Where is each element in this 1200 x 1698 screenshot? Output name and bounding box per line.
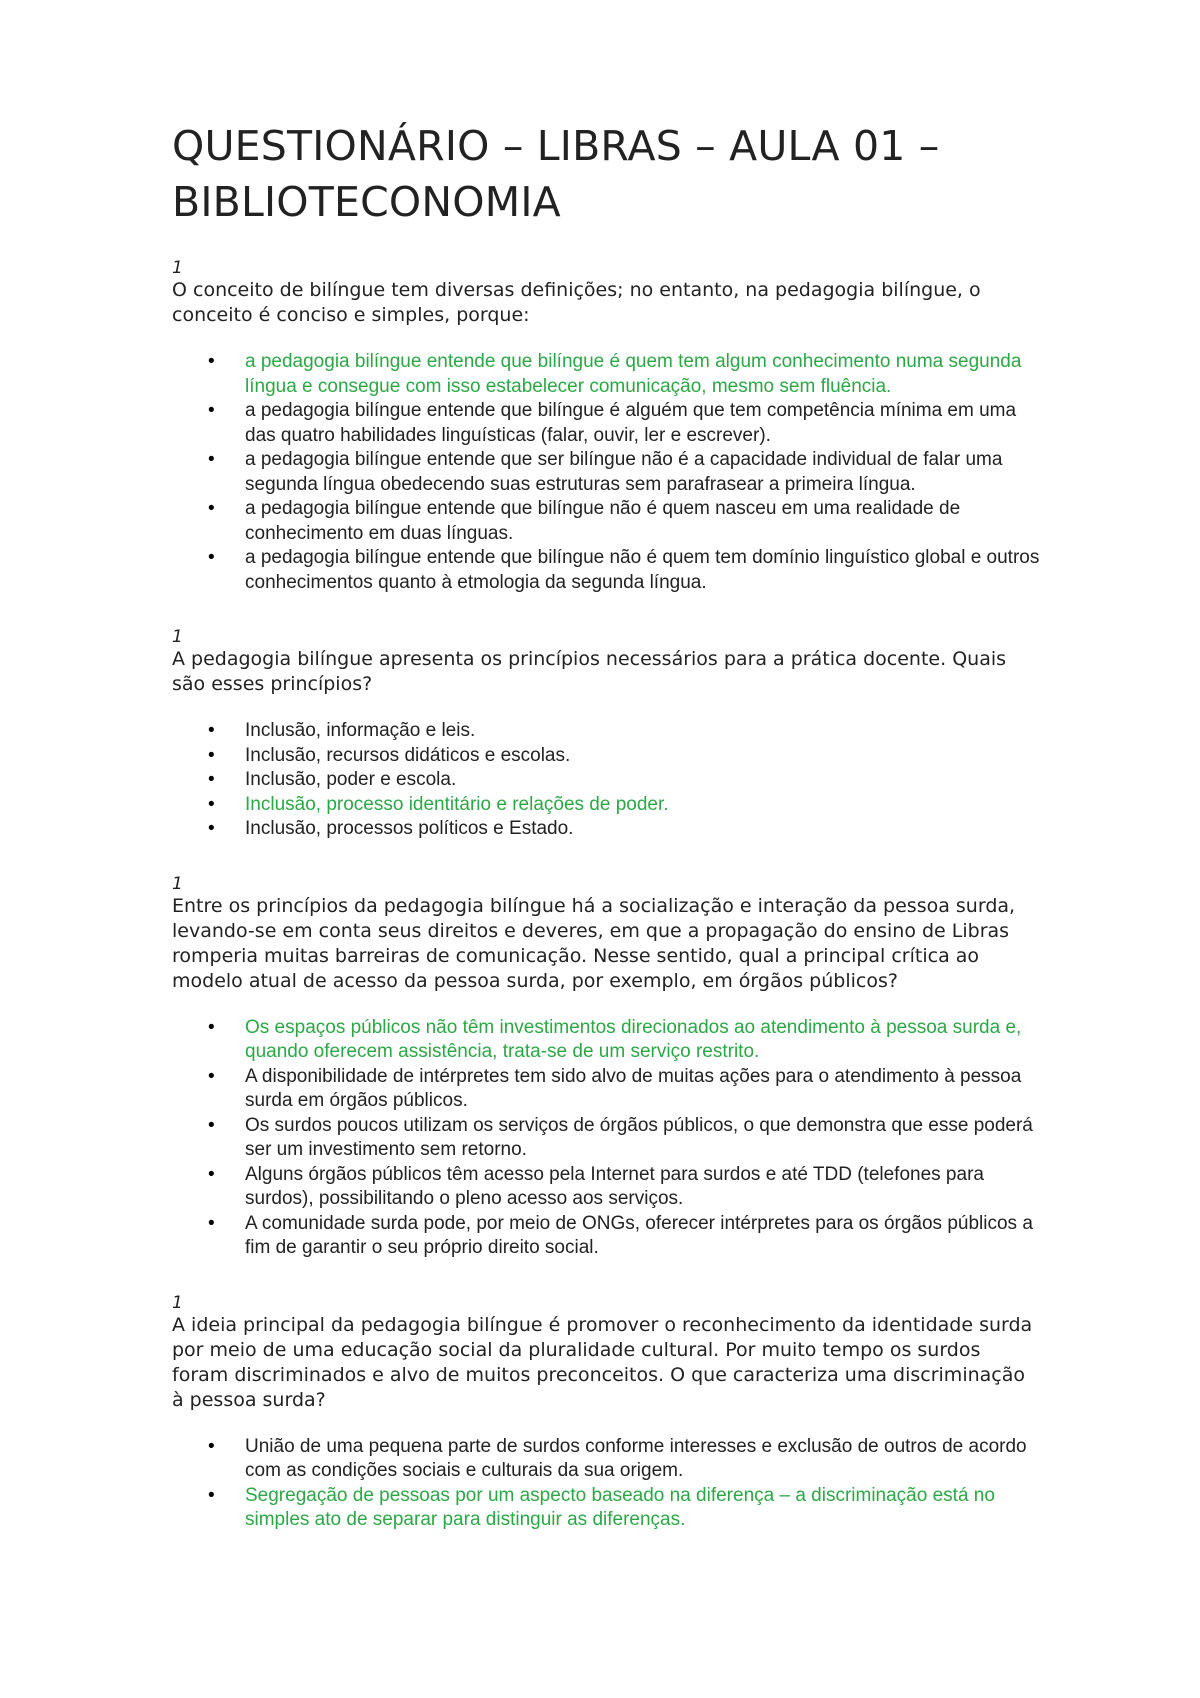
answer-option-correct: [208, 1484, 1040, 1533]
bullet-icon: •: [208, 498, 215, 519]
answer-option: [208, 546, 1040, 595]
bullet-icon: •: [208, 1065, 215, 1087]
answer-option-correct: [208, 793, 1040, 818]
bullet-icon: •: [208, 769, 215, 790]
question-block: [172, 258, 1040, 595]
bullet-icon: •: [208, 1435, 215, 1457]
answer-option: [208, 448, 1040, 497]
answer-options: [172, 350, 1040, 595]
bullet-icon: •: [208, 720, 215, 741]
bullet-icon: •: [208, 351, 215, 372]
question-text: O conceito de bilíngue tem diversas definições; no entanto, na pedagogia bilíngue, o conceito é conciso e simples, porque:: [172, 279, 981, 326]
answer-options: [172, 719, 1040, 842]
question-number: 1: [172, 627, 183, 647]
answer-option: [208, 399, 1040, 448]
answer-option: [208, 719, 1040, 744]
question-block: [172, 874, 1040, 1261]
answer-option-text: Os espaços públicos não têm investimentos direcionados ao atendimento à pessoa surda e, quando oferecem assistência, trata-se de um serviço restrito.: [245, 1016, 1022, 1062]
answer-option-text: a pedagogia bilíngue entende que bilíngue é quem tem algum conhecimento numa segunda língua e consegue com isso estabelecer comunicação, mesmo sem fluência.: [245, 351, 1022, 397]
question-text: A pedagogia bilíngue apresenta os princípios necessários para a prática docente. Quais são esses princípios?: [172, 648, 1007, 695]
bullet-icon: •: [208, 1016, 215, 1038]
bullet-icon: •: [208, 547, 215, 568]
answer-option: [208, 768, 1040, 793]
answer-option-text: a pedagogia bilíngue entende que bilíngue não é quem tem domínio linguístico global e outros conhecimentos quanto à etmologia da segunda língua.: [245, 547, 1040, 593]
bullet-icon: •: [208, 1484, 215, 1506]
answer-option-correct: [208, 350, 1040, 399]
bullet-icon: •: [208, 449, 215, 470]
question-number: 1: [172, 1292, 183, 1313]
answer-option: [208, 1435, 1040, 1484]
answer-option: [208, 1163, 1040, 1212]
answer-option-text: a pedagogia bilíngue entende que bilíngue não é quem nasceu em uma realidade de conhecimento em duas línguas.: [245, 498, 961, 544]
answer-option-correct: [208, 1016, 1040, 1065]
bullet-icon: •: [208, 1212, 215, 1234]
answer-option-text: a pedagogia bilíngue entende que ser bilíngue não é a capacidade individual de falar uma segunda língua obedecendo suas estruturas sem parafrasear a primeira língua.: [245, 449, 1003, 495]
answer-option-text: A comunidade surda pode, por meio de ONGs, oferecer intérpretes para os órgãos públicos a fim de garantir o seu próprio direito social.: [245, 1212, 1033, 1258]
answer-option: [208, 817, 1040, 842]
answer-option-text: Inclusão, informação e leis.: [245, 720, 476, 741]
answer-option: [208, 744, 1040, 769]
question-number: 1: [172, 873, 183, 894]
answer-option-text: Os surdos poucos utilizam os serviços de órgãos públicos, o que demonstra que esse poderá ser um investimento sem retorno.: [245, 1114, 1033, 1160]
question-block: [172, 627, 1040, 842]
bullet-icon: •: [208, 1114, 215, 1136]
bullet-icon: •: [208, 793, 215, 815]
document-title: QUESTIONÁRIO – LIBRAS – AULA 01 – BIBLIOTECONOMIA: [172, 122, 940, 226]
answer-option-text: a pedagogia bilíngue entende que bilíngue é alguém que tem competência mínima em uma das quatro habilidades linguísticas (falar, ouvir, ler e escrever).: [245, 400, 1017, 446]
answer-option: [208, 1065, 1040, 1114]
question-number: 1: [172, 258, 183, 278]
answer-option-text: União de uma pequena parte de surdos conforme interesses e exclusão de outros de acordo com as condições sociais e culturais da sua origem.: [245, 1435, 1027, 1481]
answer-option-text: Segregação de pessoas por um aspecto baseado na diferença – a discriminação está no simples ato de separar para distinguir as diferenças.: [245, 1484, 995, 1530]
answer-options: [172, 1435, 1040, 1533]
bullet-icon: •: [208, 1163, 215, 1185]
answer-option: [208, 1114, 1040, 1163]
bullet-icon: •: [208, 818, 215, 839]
answer-options: [172, 1016, 1040, 1261]
bullet-icon: •: [208, 744, 215, 766]
answer-option: [208, 1212, 1040, 1261]
question-block: [172, 1293, 1040, 1533]
answer-option-text: Alguns órgãos públicos têm acesso pela Internet para surdos e até TDD (telefones para surdos), possibilitando o pleno acesso aos serviços.: [245, 1163, 984, 1209]
question-text: A ideia principal da pedagogia bilíngue é promover o reconhecimento da identidade surda por meio de uma educação social da pluralidade cultural. Por muito tempo os surdos foram discriminados e alvo de muitos preconceitos. O que caracteriza uma discriminação à pessoa surda?: [172, 1313, 1033, 1411]
question-list: [172, 258, 1040, 1533]
answer-option-text: Inclusão, processo identitário e relações de poder.: [245, 793, 669, 815]
answer-option-text: Inclusão, processos políticos e Estado.: [245, 818, 574, 839]
question-text: Entre os princípios da pedagogia bilíngue há a socialização e interação da pessoa surda, levando-se em conta seus direitos e deveres, em que a propagação do ensino de Libras romperia muitas barreiras de comunicação. Nesse sentido, qual a principal crítica ao modelo atual de acesso da pessoa surda, por exemplo, em órgãos públicos?: [172, 894, 1016, 992]
answer-option-text: A disponibilidade de intérpretes tem sido alvo de muitas ações para o atendimento à pessoa surda em órgãos públicos.: [245, 1065, 1022, 1111]
bullet-icon: •: [208, 400, 215, 421]
answer-option-text: Inclusão, poder e escola.: [245, 769, 457, 790]
answer-option-text: Inclusão, recursos didáticos e escolas.: [245, 744, 571, 766]
answer-option: [208, 497, 1040, 546]
